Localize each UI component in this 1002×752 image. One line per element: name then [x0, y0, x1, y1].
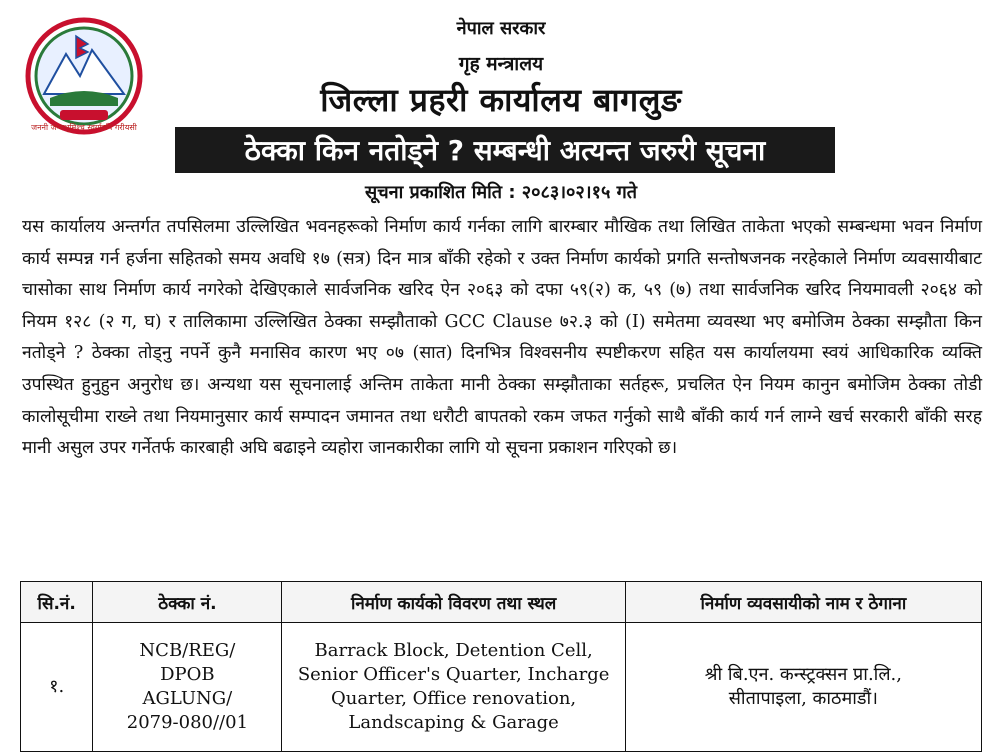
notice-title-banner — [175, 127, 835, 173]
cell-sn: १. — [21, 623, 93, 752]
cell-contractor: श्री बि.एन. कन्स्ट्रक्सन प्रा.लि., सीतापाइला, काठमाडौं। — [625, 623, 981, 752]
header-sn: सि.नं. — [21, 582, 93, 623]
notice-body: यस कार्यालय अन्तर्गत तपसिलमा उल्लिखित भवनहरूको निर्माण कार्य गर्नका लागि बारम्बार मौखिक तथा लिखित ताकेता भएको सम्बन्धमा भवन निर्माण कार्य सम्पन्न गर्न हर्जना सहितको समय अवधि १७ (सत्र) दिन मात्र बाँकी रहेको र उक्त निर्माण कार्यको प्रगति सन्तोषजनक नरहेकाले निर्माण व्यवसायीबाट चासोका साथ निर्माण कार्य नगरेको देखिएकाले सार्वजनिक खरिद ऐन २०६३ को दफा ५९(२) क, ५९ (७) तथा सार्वजनिक खरिद नियमावली २०६४ को नियम १२८ (२ ग, घ) र तालिकामा उल्लिखित ठेक्का सम्झौताको GCC Clause ७२.३ को (I) समेतमा व्यवस्था भए बमोजिम ठेक्का सम्झौता किन नतोड्ने ? ठेक्का तोड्नु नपर्ने कुनै मनासिव कारण भए ०७ (सात) दिनभित्र विश्वसनीय स्पष्टीकरण सहित यस कार्यालयमा स्वयं आधिकारिक व्यक्ति उपस्थित हुनुहुन अनुरोध छ। अन्यथा यस सूचनालाई अन्तिम ताकेता मानी ठेक्का सम्झौताका सर्तहरू, प्रचलित ऐन नियम कानुन बमोजिम ठेक्का तोडी कालोसूचीमा राख्ने तथा नियमानुसार कार्य सम्पादन जमानत तथा धरौटी बापतको रकम जफत गर्नुको साथै बाँकी कार्य गर्न लाग्ने खर्च सरकारी बाँकी सरह मानी असुल उपर गर्नेतर्फ कारबाही अघि बढाइने व्यहोरा जानकारीका लागि यो सूचना प्रकाशन गरिएको छ। — [22, 217, 982, 459]
government-name: नेपाल सरकार — [456, 18, 546, 39]
contract-table — [20, 581, 982, 752]
header-description: निर्माण कार्यको विवरण तथा स्थल — [282, 582, 625, 623]
table-row — [21, 623, 982, 752]
office-name: जिल्ला प्रहरी कार्यालय बागलुङ — [320, 81, 682, 119]
header-contractor: निर्माण व्यवसायीको नाम र ठेगाना — [625, 582, 981, 623]
cell-contract-no: NCB/REG/ DPOB AGLUNG/ 2079-080//01 — [93, 623, 282, 752]
cell-description: Barrack Block, Detention Cell, Senior Officer's Quarter, Incharge Quarter, Office renovation, Landscaping & Garage — [282, 623, 625, 752]
ministry-name: गृह मन्त्रालय — [458, 53, 544, 75]
emblem-motto: जननी जन्मभूमिश्च स्वर्गादपि गरीयसी — [31, 123, 137, 132]
header-contract-no: ठेक्का नं. — [93, 582, 282, 623]
notice-title: ठेक्का किन नतोड्ने ? सम्बन्धी अत्यन्त जरुरी सूचना — [244, 134, 766, 167]
published-date: सूचना प्रकाशित मिति : २०८३।०२।१५ गते — [365, 182, 637, 203]
table-header-row — [21, 582, 982, 623]
